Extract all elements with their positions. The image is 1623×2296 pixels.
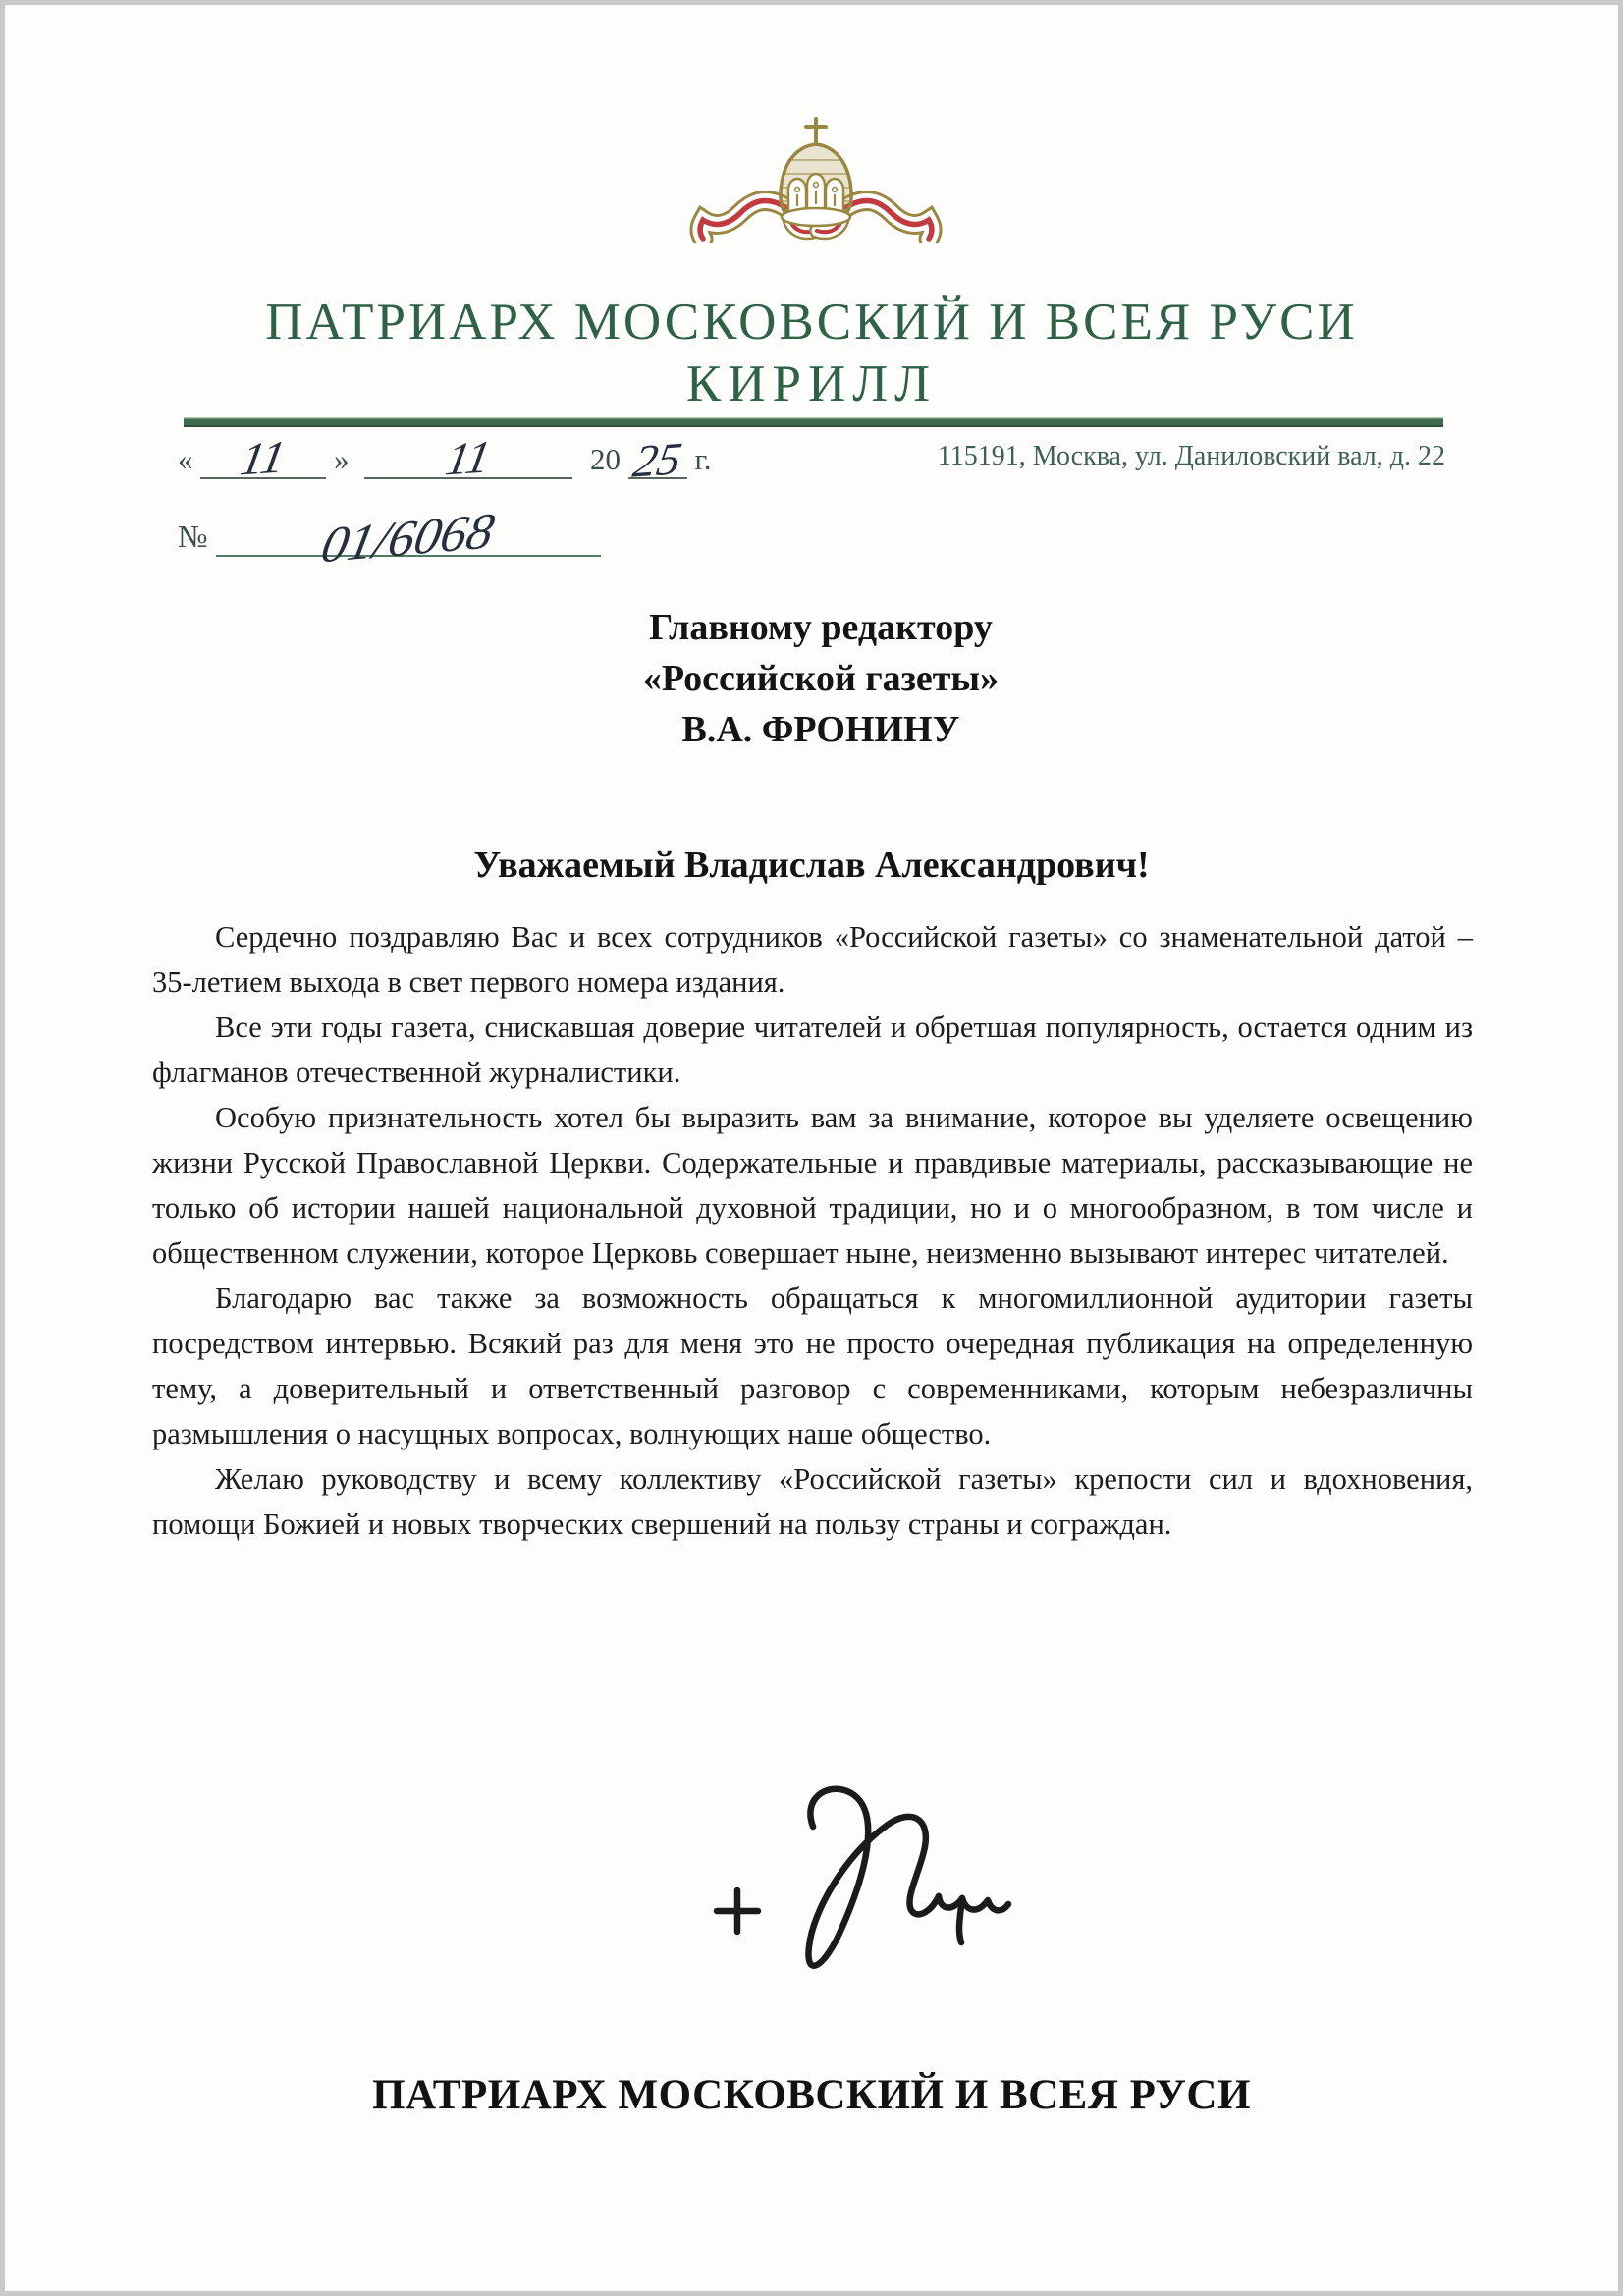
paragraph: Благодарю вас также за возможность обращаться к многомиллионной аудитории газеты посредством интервью. Всякий раз для меня это не просто очередная публикация на определенную тему, а доверительный и ответственный разговор с современниками, которым небезразличны размышления о насущных вопросах, волнующих наше общество. bbox=[152, 1282, 1473, 1450]
number-label: № bbox=[178, 519, 208, 554]
handwritten-day: 11 bbox=[237, 431, 290, 486]
handwritten-number: 01/6068 bbox=[316, 503, 500, 574]
letterhead-address: 115191, Москва, ул. Даниловский вал, д. 22 bbox=[937, 441, 1445, 471]
kirill-handwritten-signature-icon bbox=[695, 1766, 1013, 1982]
handwritten-year: 25 bbox=[629, 433, 686, 488]
footer-title: ПАТРИАРХ МОСКОВСКИЙ И ВСЕЯ РУСИ bbox=[372, 2072, 1251, 2118]
letterhead-divider-rule bbox=[184, 417, 1443, 427]
signature-cross-stroke bbox=[717, 1890, 758, 1932]
number-line bbox=[178, 503, 601, 574]
handwritten-month: 11 bbox=[442, 431, 495, 486]
paragraph: Сердечно поздравляю Вас и всех сотрудников «Российской газеты» со знаменательной датой – 35-летием выхода в свет первого номера издания. bbox=[152, 920, 1473, 999]
patriarchal-mitre-crest-icon bbox=[687, 113, 945, 243]
recipient-line1: Главному редактору bbox=[649, 607, 993, 648]
paragraph: Желаю руководству и всему коллективу «Российской газеты» крепости сил и вдохновения, помощи Божией и новых творческих свершений на пользу страны и сограждан. bbox=[152, 1462, 1473, 1541]
recipient-line2: «Российской газеты» bbox=[642, 658, 1000, 699]
letter-body bbox=[152, 914, 1473, 1547]
recipient-line3: В.А. ФРОНИНУ bbox=[681, 709, 960, 750]
number-blank bbox=[216, 503, 601, 574]
date-year-prefix: 20 bbox=[590, 442, 621, 476]
letterhead-title bbox=[5, 292, 1618, 415]
date-year-suffix: г. bbox=[694, 442, 712, 476]
date-day-blank bbox=[200, 431, 326, 486]
letter-page bbox=[5, 5, 1618, 2291]
salutation: Уважаемый Владислав Александрович! bbox=[473, 845, 1150, 886]
letterhead-title-line1: ПАТРИАРХ МОСКОВСКИЙ И ВСЕЯ РУСИ bbox=[265, 294, 1358, 351]
date-close-quote: » bbox=[334, 442, 350, 476]
letterhead-title-line2: КИРИЛЛ bbox=[685, 355, 938, 412]
recipient-block bbox=[590, 602, 1052, 755]
date-line bbox=[178, 431, 712, 488]
signature-svg bbox=[695, 1766, 1013, 1982]
date-month-blank bbox=[364, 431, 572, 486]
crest-svg bbox=[687, 113, 945, 243]
paragraph: Все эти годы газета, снискавшая доверие читателей и обретшая популярность, остается одним из флагманов отечественной журналистики. bbox=[152, 1011, 1473, 1089]
date-year-blank bbox=[628, 433, 687, 488]
paragraph: Особую признательность хотел бы выразить вам за внимание, которое вы уделяете освещению жизни Русской Православной Церкви. Содержательные и правдивые материалы, рассказывающие не только об истории нашей национальной духовной традиции, но и о многообразном, в том числе и общественном служении, которое Церковь совершает ныне, неизменно вызывают интерес читателей. bbox=[152, 1101, 1473, 1270]
date-open-quote: « bbox=[178, 442, 193, 476]
